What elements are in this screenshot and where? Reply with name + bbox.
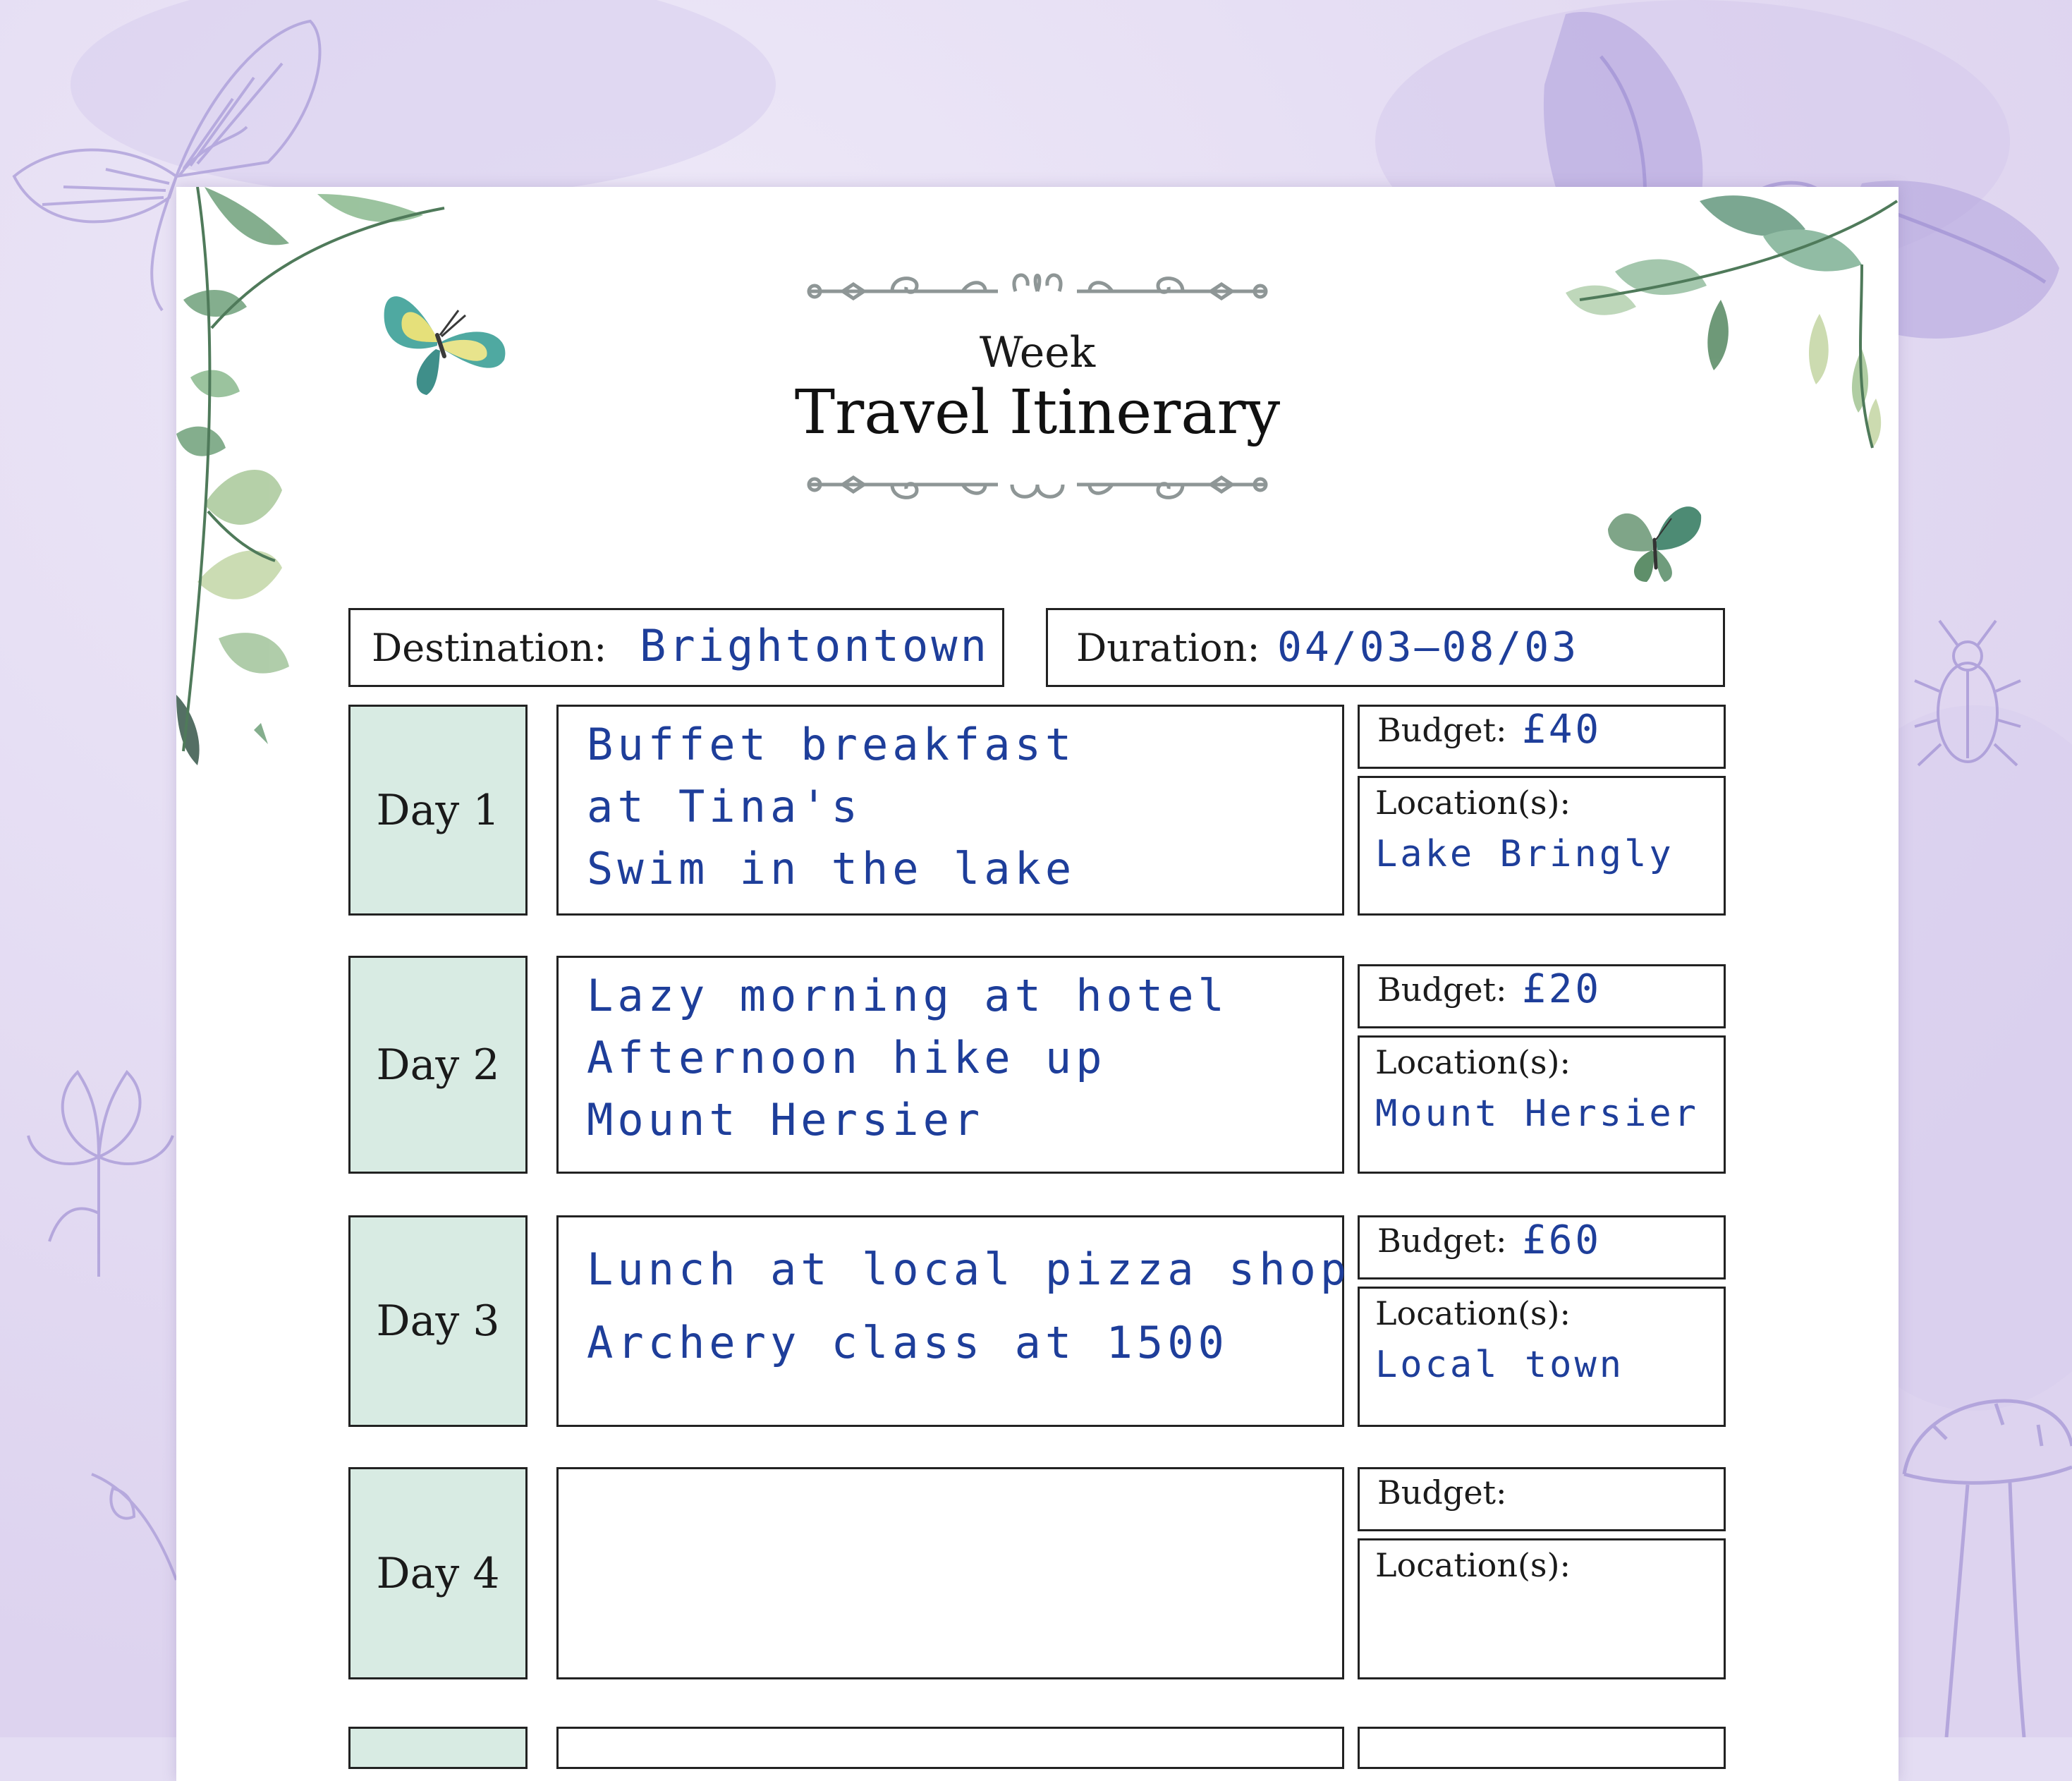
budget-value: £20	[1522, 966, 1602, 1012]
beetle-icon	[1911, 614, 2024, 790]
budget-field[interactable]	[1358, 964, 1726, 1028]
destination-label: Destination:	[372, 626, 607, 670]
budget-label: Budget:	[1377, 711, 1507, 749]
day-cell	[348, 956, 528, 1174]
location-value: Mount Hersier	[1375, 1093, 1699, 1135]
day-plan-field[interactable]	[556, 956, 1344, 1174]
location-label: Location(s):	[1375, 1043, 1571, 1081]
plan-line: Swim in the lake	[587, 843, 1076, 894]
plan-line: Buffet breakfast	[587, 719, 1076, 770]
budget-field[interactable]	[1358, 1467, 1726, 1531]
budget-label: Budget:	[1377, 1473, 1507, 1512]
day-plan-field[interactable]	[556, 1727, 1344, 1769]
destination-field[interactable]	[348, 608, 1004, 687]
day-label: Day 1	[376, 785, 500, 835]
day-plan-list	[587, 965, 1229, 1151]
day-cell	[348, 1215, 528, 1427]
duration-label: Duration:	[1076, 626, 1260, 670]
mushroom-icon	[1890, 1361, 2072, 1737]
location-field[interactable]	[1358, 1035, 1726, 1174]
location-field[interactable]	[1358, 1287, 1726, 1427]
day-label: Day 2	[376, 1040, 500, 1090]
plan-line: Archery class at 1500	[587, 1317, 1229, 1368]
leaf-spray-icon	[85, 1446, 183, 1587]
page-title: Travel Itinerary	[794, 377, 1281, 448]
budget-label: Budget:	[1377, 971, 1507, 1009]
budget-label: Budget:	[1377, 1222, 1507, 1260]
day-label: Day 3	[376, 1296, 500, 1346]
location-field[interactable]	[1358, 1538, 1726, 1679]
duration-field[interactable]	[1046, 608, 1725, 687]
location-field[interactable]	[1358, 776, 1726, 916]
duration-value: 04/03—08/03	[1277, 623, 1580, 671]
scroll-ornament-icon	[800, 462, 1274, 511]
plan-line: Afternoon hike up	[587, 1032, 1107, 1083]
budget-field[interactable]	[1358, 1727, 1726, 1769]
day-plan-field[interactable]	[556, 705, 1344, 916]
day-label: Day 4	[376, 1548, 500, 1598]
location-label: Location(s):	[1375, 784, 1571, 822]
plan-line: Lazy morning at hotel	[587, 970, 1229, 1021]
scroll-ornament-icon	[800, 265, 1274, 314]
location-label: Location(s):	[1375, 1294, 1571, 1332]
budget-field[interactable]	[1358, 705, 1726, 769]
budget-value: £60	[1522, 1217, 1602, 1263]
day-plan-list	[587, 1233, 1351, 1380]
location-value: Local town	[1375, 1344, 1625, 1386]
day-plan-field[interactable]	[556, 1467, 1344, 1679]
day-plan-list	[587, 714, 1075, 900]
location-label: Location(s):	[1375, 1546, 1571, 1584]
budget-value: £40	[1522, 707, 1602, 753]
flower-icon	[21, 1030, 183, 1284]
plan-line: at Tina's	[587, 781, 862, 832]
day-cell	[348, 705, 528, 916]
plan-line: Lunch at local pizza shop	[587, 1244, 1351, 1295]
day-plan-field[interactable]	[556, 1215, 1351, 1427]
budget-field[interactable]	[1358, 1215, 1726, 1279]
itinerary-sheet	[176, 187, 1899, 1781]
day-cell	[348, 1467, 528, 1679]
location-value: Lake Bringly	[1375, 833, 1674, 875]
day-cell	[348, 1727, 528, 1769]
butterfly-icon	[1601, 490, 1707, 589]
plan-line: Mount Hersier	[587, 1094, 985, 1145]
week-label: Week	[979, 328, 1096, 377]
destination-value: Brightontown	[640, 620, 989, 671]
